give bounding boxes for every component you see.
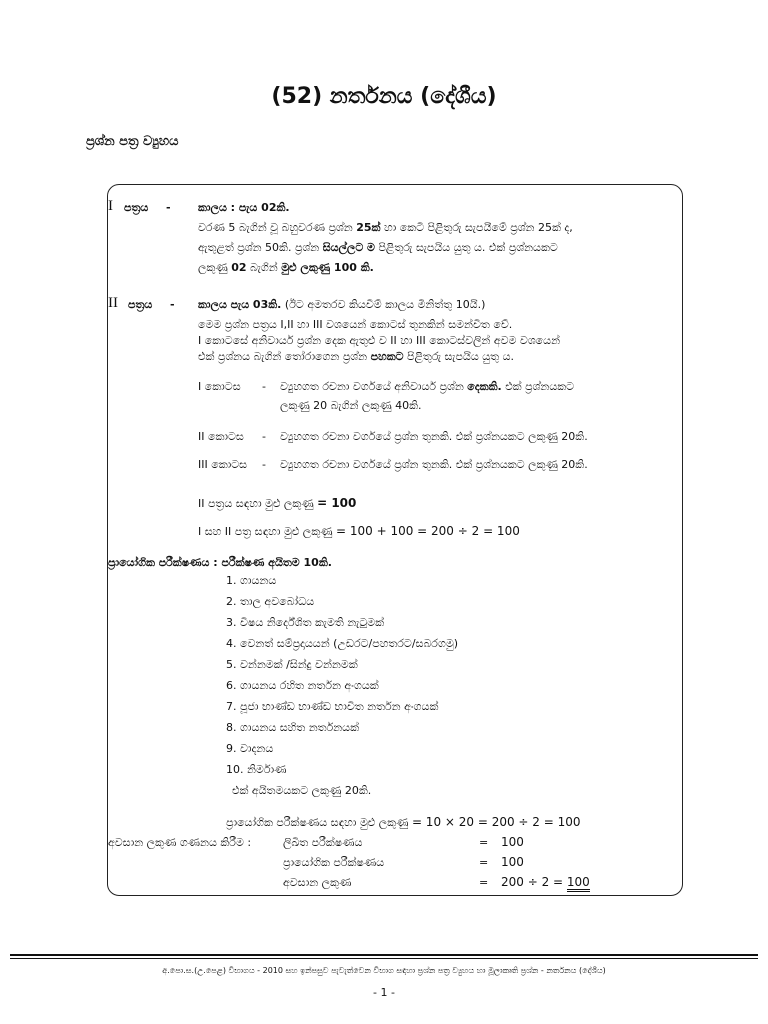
paper1-line3-d: මුළු ලකුණු 100 කි. (281, 261, 374, 274)
paper1-line3-a: ලකුණු (198, 261, 232, 274)
part1-text-c: එක් ප්‍රශ්නයකට (501, 380, 575, 393)
practical-item: 5. වන්නමක් /සින්දු වන්නමක් (226, 658, 358, 671)
final-value-a: 200 ÷ 2 = (501, 875, 567, 889)
paper2-line3-b: පහකට (370, 350, 404, 363)
paper1-line2-c: පිළිතුරු සැපයිය යුතු ය. එක් ප්‍රශ්නයකට (374, 241, 558, 254)
practical-item: 1. ගායනය (226, 574, 277, 587)
practical-item: 6. ගායනය රහිත නර්තන අංගයක් (226, 679, 379, 692)
footer-text: අ.පො.ස.(උ.පෙළ) විභාගය - 2010 සහ ඉන්පසුව පැවැත්වෙන විභාග සඳහා ප්‍රශ්න පත්‍ර ව්‍යුහය හා මූලාකෘති ප්‍රශ්න - නර්තනය (දේශීය) (162, 966, 606, 975)
final-row-name: අවසාන ලකුණ (283, 876, 352, 889)
section-subtitle: ප්‍රශ්න පත්‍ර ව්‍යුහය (86, 134, 179, 149)
paper1-line3-b: 02 (231, 261, 247, 274)
paper2-line3 (198, 350, 514, 364)
paper1-line1 (198, 221, 573, 235)
part2-label: II කොටස (198, 430, 244, 443)
final-row-value (501, 875, 590, 889)
part2-text: ව්‍යුහගත රචනා වර්ගයේ ප්‍රශ්න තුනකි. එක් ප්‍රශ්නයකට ලකුණු 20කි. (280, 430, 588, 443)
combined-total-b: = 100 + 100 = 200 ÷ 2 = 100 (335, 524, 520, 538)
paper1-dash: - (166, 201, 171, 214)
practical-formula-a: ප්‍රායෝගික පරීක්ෂණය සඳහා මුළු ලකුණු (226, 816, 412, 829)
paper2-line2: I කොටසේ අනිවාර්ය ප්‍රශ්න දෙක ඇතුළු ව II හා III කොටස්වලින් අවම වශයෙන් (198, 334, 561, 347)
content-box (107, 184, 683, 896)
footer-rule-thin (10, 958, 758, 959)
paper1-line2 (198, 241, 558, 255)
part1-text-b: දෙකකි. (467, 380, 502, 393)
paper2-line1: මෙම ප්‍රශ්න පත්‍රය I,II හා III වශයෙන් කොටස් තුනකින් සමන්විත වේ. (198, 318, 513, 331)
combined-total (198, 524, 520, 539)
paper1-line2-a: ඇතුළත් ප්‍රශ්න 50කි. ප්‍රශ්න (198, 241, 323, 254)
part3-dash: - (262, 458, 266, 471)
part1-text2: ලකුණු 20 බැගින් ලකුණු 40කි. (280, 399, 422, 412)
practical-heading-b: පරීක්ෂණ අයිතම 10කි. (221, 556, 332, 569)
paper1-line1-c: හා කෙටි පිළිතුරු සැපයීමේ ප්‍රශ්න 25ක් ද, (380, 221, 573, 234)
final-row-name: ලිඛිත පරීක්ෂණය (283, 836, 363, 849)
practical-item: 3. විෂය නිර්දේශිත කැමති නැටුමක් (226, 616, 385, 629)
final-row-value: 100 (501, 855, 524, 869)
paper2-line3-a: එක් ප්‍රශ්නය බැගින් තෝරාගෙන ප්‍රශ්න (198, 350, 371, 363)
page-number: - 1 - (373, 986, 395, 999)
practical-formula (226, 815, 581, 830)
part1-text-a: ව්‍යුහගත රචනා වර්ගයේ අනිවාර්ය ප්‍රශ්න (280, 380, 468, 393)
paper1-label: I (108, 198, 113, 214)
practical-item: 7. පූජා භාණ්ඩ භාණ්ඩ භාවිත නර්තන අංගයක් (226, 700, 439, 713)
part1-label: I කොටස (198, 380, 241, 393)
final-value-b: 100 (567, 875, 590, 892)
practical-item: 4. වෙනත් සම්ප්‍රදායයන් (උඩරට/පහතරට/සබරගමු) (226, 637, 459, 650)
practical-heading-a: ප්‍රායෝගික පරීක්ෂණය : (108, 556, 222, 569)
final-row-eq: = (479, 836, 489, 849)
paper2-line3-c: පිළිතුරු සැපයිය යුතු ය. (403, 350, 514, 363)
paper1-line2-b: සියල්ලට ම (322, 241, 375, 254)
combined-total-a: I සහ II පත්‍ර සඳහා මුළු ලකුණු (198, 525, 336, 538)
part1-dash: - (262, 380, 266, 393)
paper1-line1-b: 25ක් (356, 221, 381, 234)
paper1-line3-c: බැගින් (246, 261, 282, 274)
final-row-value: 100 (501, 835, 524, 849)
practical-item: 2. තාල අවබෝධය (226, 595, 315, 608)
paper1-word: පත්‍රය (124, 201, 149, 214)
part2-dash: - (262, 430, 266, 443)
paper2-total-b: = 100 (317, 496, 357, 510)
page-title: (52) නර්තනය (දේශීය) (271, 84, 497, 109)
paper2-time-line (198, 298, 485, 312)
practical-item: 9. වාදනය (226, 742, 274, 755)
paper2-word: පත්‍රය (128, 298, 153, 311)
paper2-total-a: II පත්‍රය සඳහා මුළු ලකුණු (198, 497, 318, 510)
paper1-line3 (198, 261, 374, 275)
practical-item: 8. ගායනය සහිත නර්තනයක් (226, 721, 359, 734)
part1-text (280, 380, 574, 394)
part3-text: ව්‍යුහගත රචනා වර්ගයේ ප්‍රශ්න තුනකි. එක් ප්‍රශ්නයකට ලකුණු 20කි. (280, 458, 588, 471)
practical-formula-b: = 10 × 20 = 200 ÷ 2 = 100 (411, 815, 581, 829)
paper1-line1-a: වරණ 5 බැගින් වූ බහුවරණ ප්‍රශ්න (198, 221, 357, 234)
paper1-time: කාලය : පැය 02කි. (198, 201, 290, 214)
paper2-time-note: (ඊට අමතරව කියවීම් කාලය මිනිත්තු 10යි.) (281, 298, 486, 311)
final-label: අවසාන ලකුණ ගණනය කිරීම : (108, 836, 252, 849)
final-row-eq: = (479, 856, 489, 869)
final-row-eq: = (479, 876, 489, 889)
practical-heading (108, 556, 332, 570)
paper2-dash: - (170, 298, 175, 311)
footer-rule-thick (10, 954, 758, 956)
paper2-label: II (108, 295, 118, 311)
part3-label: III කොටස (198, 458, 248, 471)
final-row-name: ප්‍රායෝගික පරීක්ෂණය (283, 856, 385, 869)
paper2-total (198, 496, 356, 511)
practical-per-item: එක් අයිතමයකට ලකුණු 20කි. (232, 784, 372, 797)
paper2-time: කාලය පැය 03කි. (198, 298, 282, 311)
practical-item: 10. නිර්මාණ (226, 763, 287, 776)
